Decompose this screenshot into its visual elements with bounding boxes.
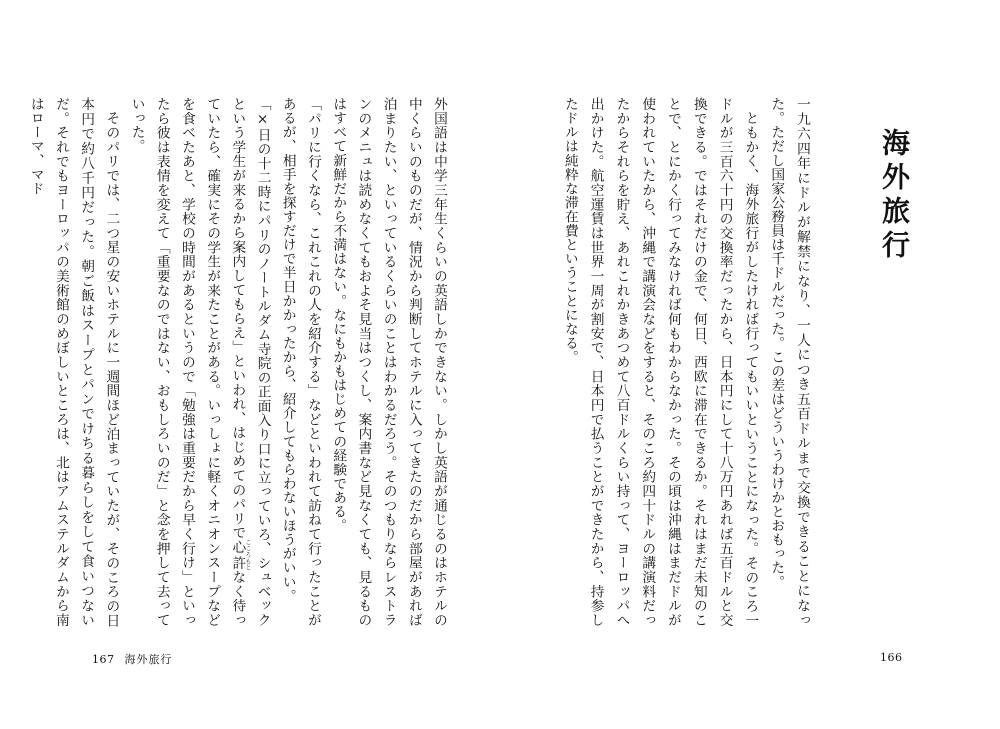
left-page-body — [27, 97, 451, 627]
right-page-body — [556, 97, 814, 627]
left-paragraph-3-part-2: なく待っていたら、確実にその学生が来たことがある。いっしょに軽くオニオンスープなどを食べたあと、学校の時間があるというので「勉強は重要だから早く行け」といったら彼は表情を変えて「重要なのではない、おもしろいのだ」と念を押して去っていった。 — [128, 97, 246, 627]
right-paragraph-1: 一九六四年にドルが解禁になり、一人につき五百ドルまで交換できることになった。ただし国家公務員は千ドルだった。この差はどういうわけかとおもった。 — [768, 97, 810, 627]
running-head: 海外旅行 — [124, 653, 173, 666]
left-paragraph-3-part-1: 「×日の十二時にパリのノートルダム寺院の正面入り口に立っていろ、シュベックという学生が来るから案内してもらえ」といわれ、はじめてのパリで — [229, 97, 271, 627]
ruby-base: 心許 — [229, 539, 246, 571]
chapter-title: 海外旅行 — [878, 128, 911, 264]
left-footer — [92, 651, 173, 667]
left-paragraph-4: そのパリでは、二つ星の安いホテルに一週間ほど泊まっていたが、そのころの日本円で約八千円だった。朝ご飯はスープとパンでけちる暮らしをして食いつないだ。それでもヨーロッパの美術館のめぼしいところは、北はアムステルダムから南はローマ、マド — [27, 97, 120, 627]
left-paragraph-1: 外国語は中学三年生くらいの英語しかできない。しかし英語が通じるのはホテルの中くらいのものだが、情況から判断してホテルに入ってきたのだから部屋があれば泊まりたい、といっているくらいのことはわかるだろう。そのつもりならレストランのメニュは読めなくてもおよそ見当はつくし、案内書など見なくても、見るものはすべて新鮮だから不満はない。なにもかもはじめての経験である。 — [330, 97, 447, 627]
furigana-ruby — [229, 539, 251, 571]
left-paragraph-3 — [123, 97, 274, 627]
right-paragraph-2: ともかく、海外旅行がしたければ行ってもいいということになった。そのころ一ドルが三百六十円の交換率だったから、日本円にして十八万円あれば五百ドルと交換できる。ではそれだけの金で、何日、西欧に滞在できるか。それはまだ未知のことで、とにかく行ってみなければ何もわからなかった。その頃は沖縄はまだドルが使われていたから、沖縄で講演会などをすると、そのころ約四十ドルの講演料だったからそれらを貯え、あれこれかきあつめて八百ドルくらい持って、ヨーロッパへ出かけた。航空運賃は世界一周が割安で、日本円で払うことができたから、持参したドルは純粋な滞在費ということになる。 — [561, 97, 759, 627]
left-paragraph-2: 「パリに行くなら、これこれの人を紹介する」などといわれて訪ねて行ったことがあるが、相手を探すだけで半日かかったから、紹介してもらわないほうがいい。 — [279, 97, 321, 627]
ruby-reading: こころもと — [243, 539, 251, 571]
page-number-right: 166 — [880, 651, 903, 664]
page-number-left: 167 — [92, 653, 115, 666]
